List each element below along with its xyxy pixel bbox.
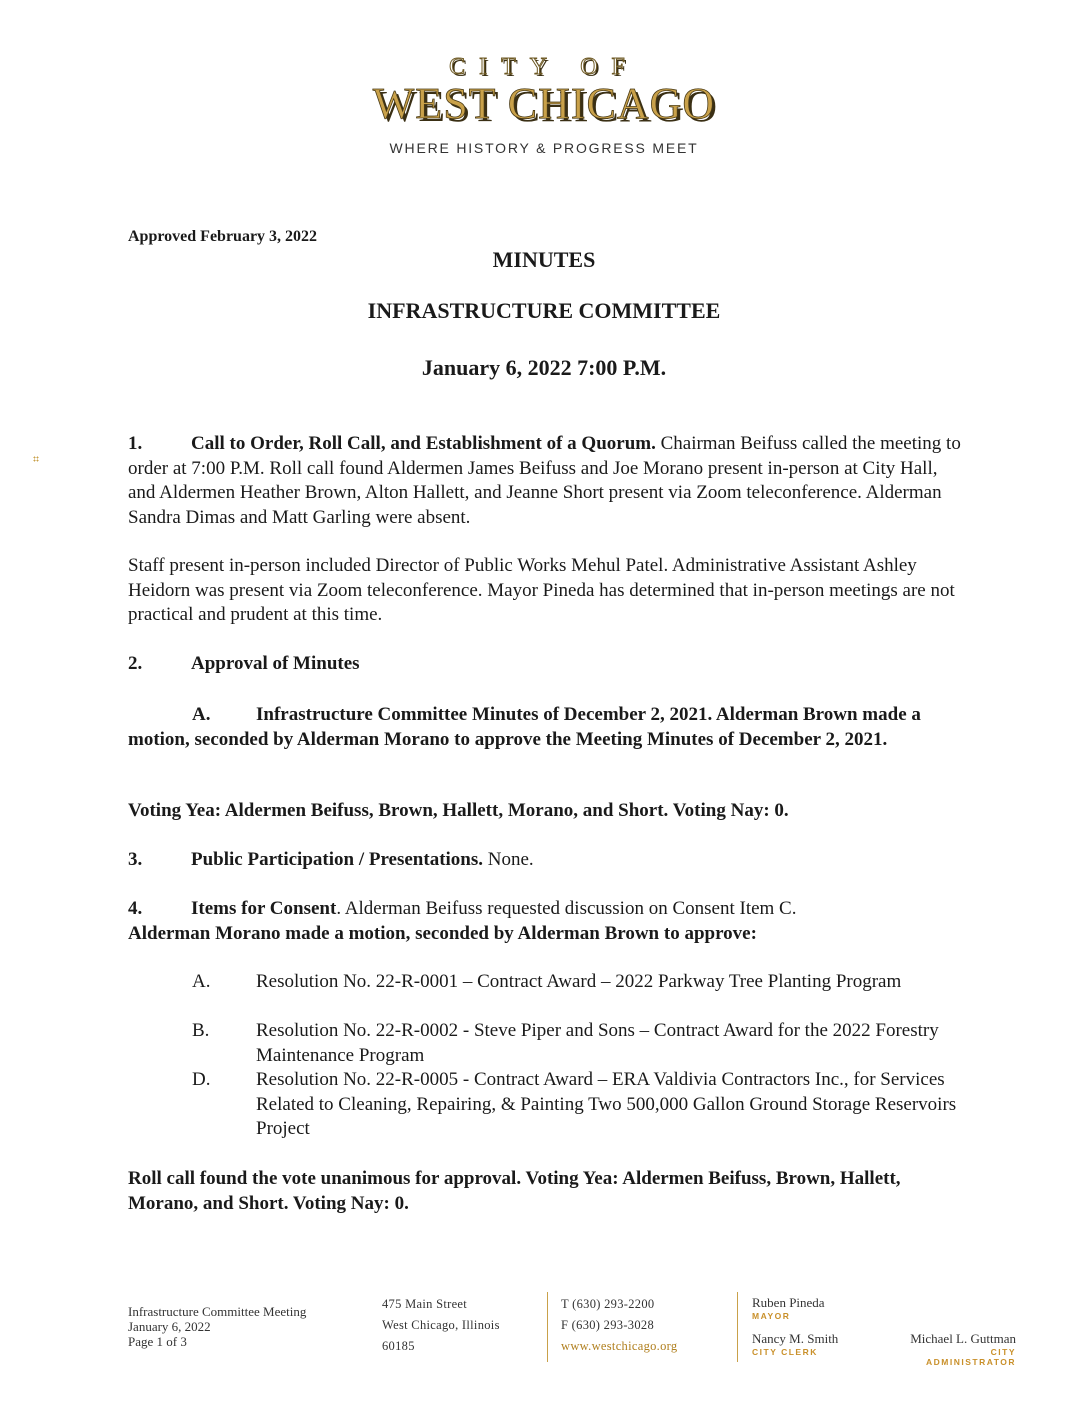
approved-date: Approved February 3, 2022	[128, 228, 318, 245]
logo-city-name: WEST CHICAGO	[372, 79, 716, 128]
address-line: 60185	[382, 1339, 415, 1353]
consent-item	[192, 1019, 972, 1068]
section-2	[128, 652, 968, 677]
section-4	[128, 897, 968, 946]
logo-tagline: WHERE HISTORY & PROGRESS MEET	[389, 140, 699, 156]
footer-meeting-name: Infrastructure Committee Meeting	[128, 1304, 307, 1319]
footer-meeting-info	[128, 1304, 306, 1349]
section-text: . Alderman Beifuss requested discussion on Consent Item C.	[336, 898, 797, 919]
footer-divider	[737, 1292, 738, 1362]
section-number: 3.	[128, 849, 143, 870]
item-text: Resolution No. 22-R-0002 - Steve Piper and Sons – Contract Award for the 2022 Forestry Maintenance Program	[256, 1020, 939, 1066]
item-letter: D.	[192, 1069, 211, 1090]
clerk-name: Nancy M. Smith	[752, 1331, 839, 1346]
section-3	[128, 848, 968, 873]
item-letter: B.	[192, 1020, 210, 1041]
footer-meeting-date: January 6, 2022	[128, 1319, 211, 1334]
section-number: 1.	[128, 433, 143, 454]
footer-mayor	[752, 1295, 825, 1321]
margin-mark	[33, 456, 39, 462]
item-letter: A.	[192, 971, 211, 992]
consent-item	[192, 970, 972, 995]
address-line: 475 Main Street	[382, 1297, 468, 1311]
website-link[interactable]: www.westchicago.org	[561, 1339, 678, 1353]
minutes-approval-item	[128, 703, 968, 752]
footer-administrator	[898, 1331, 1016, 1367]
staff-paragraph: Staff present in-person included Director of Public Works Mehul Patel. Administrative Assistant Ashley Heidorn was present via Zoom teleconference. Mayor Pineda has determined that in-person meetings are not practical and prudent at this time.	[128, 555, 955, 625]
address-line: West Chicago, Illinois	[382, 1318, 500, 1332]
administrator-name: Michael L. Guttman	[910, 1331, 1016, 1346]
consent-vote: Roll call found the vote unanimous for approval. Voting Yea: Aldermen Beifuss, Brown, Hallett, Morano, and Short. Voting Nay: 0.	[128, 1168, 901, 1214]
document-title: MINUTES	[492, 247, 596, 272]
clerk-title: CITY CLERK	[752, 1347, 818, 1357]
section-heading: Items for Consent	[191, 898, 337, 919]
consent-item	[192, 1068, 972, 1142]
item-text: Resolution No. 22-R-0005 - Contract Award – ERA Valdivia Contractors Inc., for Services Related to Cleaning, Repairing, & Painting Two 500,000 Gallon Ground Storage Reservoirs Project	[256, 1069, 957, 1139]
administrator-title: CITY ADMINISTRATOR	[925, 1347, 1016, 1367]
footer-divider	[547, 1292, 548, 1362]
meeting-date-title: January 6, 2022 7:00 P.M.	[421, 355, 667, 380]
section-heading: Approval of Minutes	[191, 653, 360, 674]
footer-address	[382, 1294, 500, 1357]
consent-motion: Alderman Morano made a motion, seconded by Alderman Brown to approve:	[128, 922, 757, 944]
section-number: 2.	[128, 653, 143, 674]
footer-contact	[561, 1294, 677, 1357]
phone-number: T (630) 293-2200	[561, 1297, 655, 1311]
section-1	[128, 432, 968, 530]
committee-title: INFRASTRUCTURE COMMITTEE	[367, 298, 721, 323]
fax-number: F (630) 293-3028	[561, 1318, 654, 1332]
logo-city-of: CITY OF	[449, 54, 639, 80]
item-text: Resolution No. 22-R-0001 – Contract Award – 2022 Parkway Tree Planting Program	[256, 971, 902, 992]
mayor-name: Ruben Pineda	[752, 1295, 825, 1310]
footer-page-number: Page 1 of 3	[128, 1334, 187, 1349]
mayor-title: MAYOR	[752, 1311, 791, 1321]
section-text: None.	[483, 849, 534, 870]
footer-clerk	[752, 1331, 838, 1357]
item-text: Infrastructure Committee Minutes of December 2, 2021. Alderman Brown made a motion, seconded by Alderman Morano to approve the Meeting Minutes of December 2, 2021.	[128, 704, 921, 750]
section-text: Chairman Beifuss called the meeting to order at 7:00 P.M. Roll call found Aldermen James Beifuss and Joe Morano present in-person at City Hall, and Aldermen Heather Brown, Alton Hallett, and Jeanne Short present via Zoom teleconference. Alderman Sandra Dimas and Matt Garling were absent.	[128, 433, 961, 528]
minutes-vote: Voting Yea: Aldermen Beifuss, Brown, Hallett, Morano, and Short. Voting Nay: 0.	[128, 800, 789, 821]
item-letter: A.	[192, 704, 211, 725]
section-heading: Call to Order, Roll Call, and Establishment of a Quorum.	[191, 433, 656, 454]
section-number: 4.	[128, 898, 143, 919]
section-heading: Public Participation / Presentations.	[191, 849, 484, 870]
